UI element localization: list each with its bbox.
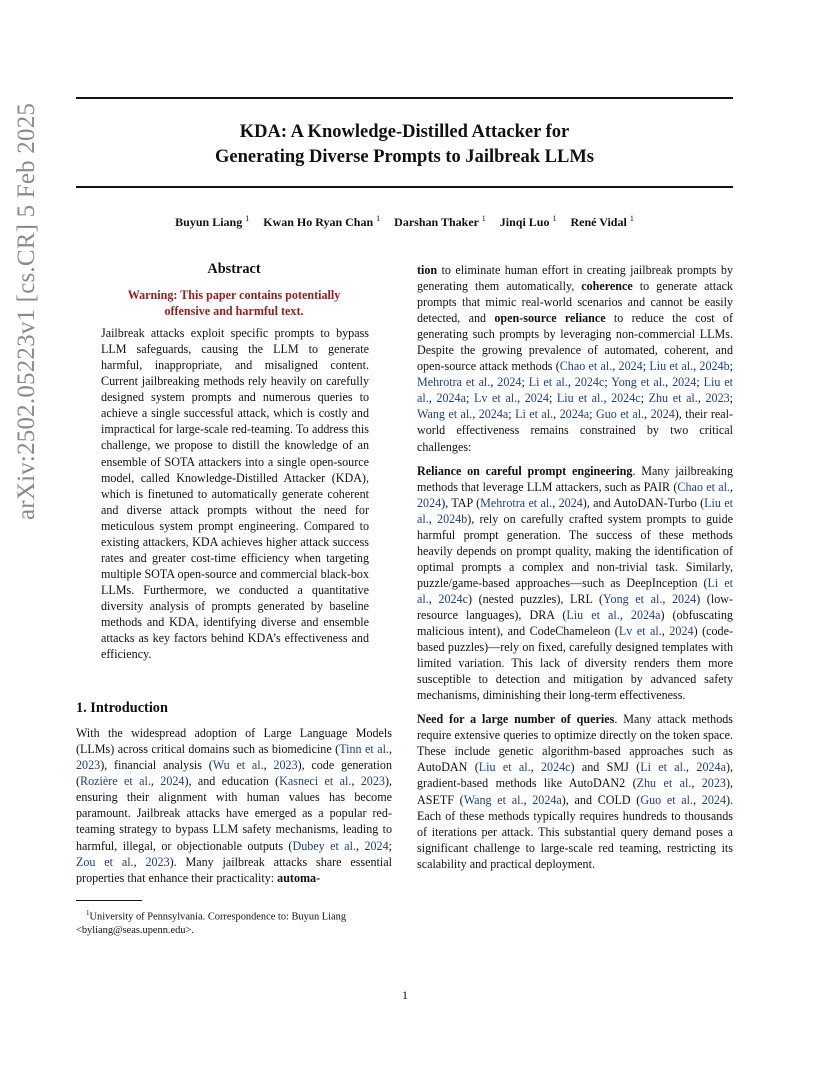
abstract-heading: Abstract: [207, 261, 261, 277]
citation-link[interactable]: Yong et al.: [603, 591, 663, 606]
author-affiliation-mark: 1: [245, 214, 250, 223]
title-line-1: KDA: A Knowledge-Distilled Attacker for: [239, 122, 570, 142]
citation-link[interactable]: 2024: [672, 591, 697, 606]
citation-link[interactable]: Liu et al.: [417, 375, 734, 406]
citation-link[interactable]: Wu et al.: [212, 758, 264, 773]
citation-link[interactable]: 2024a: [559, 407, 590, 422]
citation-link[interactable]: 2024c: [438, 591, 468, 606]
footnote-rule: [76, 900, 142, 901]
bold-term: automa-: [277, 870, 321, 885]
affiliation-footnote: [76, 906, 392, 938]
citation-link[interactable]: 2023: [701, 776, 726, 791]
title-line-2: Generating Diverse Prompts to Jailbreak LLMs: [214, 147, 595, 167]
bold-term: Reliance on careful prompt engineering: [417, 463, 633, 478]
citation-link[interactable]: Guo et al.: [595, 407, 645, 422]
citation-link[interactable]: 2023: [145, 854, 170, 869]
content-warning: [86, 287, 382, 319]
bold-term: tion: [417, 263, 438, 277]
warning-line-2: offensive and harmful text.: [164, 304, 304, 319]
footnote-mark: 1: [86, 908, 90, 917]
citation-link[interactable]: 2024a: [630, 607, 661, 622]
citation-link[interactable]: Liu et al.: [556, 391, 604, 406]
citation-link[interactable]: 2024a: [532, 792, 562, 807]
citation-link[interactable]: Li et al.: [515, 407, 554, 422]
author-list: [76, 214, 733, 230]
citation-link[interactable]: Wang et al.: [417, 407, 473, 422]
citation-link[interactable]: 2024: [672, 375, 697, 390]
citation-link[interactable]: Rozière et al.: [80, 774, 151, 789]
citation-link[interactable]: 2023: [273, 758, 298, 773]
citation-link[interactable]: 2024: [701, 792, 726, 807]
citation-link[interactable]: Tinn et al.: [339, 742, 389, 757]
author-name: Kwan Ho Ryan Chan $^1$: [263, 214, 381, 229]
citation-link[interactable]: 2024: [669, 624, 694, 639]
citation-link[interactable]: Chao et al.: [559, 359, 613, 374]
citation-link[interactable]: Li et al.: [417, 575, 733, 606]
citation-link[interactable]: Liu et al.: [566, 607, 620, 622]
citation-link[interactable]: 2023: [76, 758, 101, 773]
citation-link[interactable]: 2024: [417, 495, 442, 510]
author-name: Jinqi Luo $^1$: [499, 214, 557, 229]
citation-link[interactable]: Liu et al.: [478, 760, 531, 775]
citation-link[interactable]: Dubey et al.: [292, 838, 357, 853]
citation-link[interactable]: 2024: [497, 375, 522, 390]
citation-link[interactable]: Mehrotra et al.: [417, 375, 491, 390]
challenge-prompt-engineering-paragraph: Reliance on careful prompt engineering. Many jailbreaking methods that leverage LLM attackers, such as PAIR (Chao et al., 2024), TAP (Mehrotra et al., 2024), and AutoDAN-Turbo (Liu et al., 2024b), rely on carefully crafted system prompts to guide harmful prompt generation. The success of these methods heavily depends on prompt quality, making the identification of optimal prompts a complex and non-trivial task. Similarly, puzzle/game-based approaches—such as DeepInception (Li et al., 2024c) (nested puzzles), LRL (Yong et al., 2024) (low-resource languages), DRA (Liu et al., 2024a) (obfuscating malicious intent), and CodeChameleon (Lv et al., 2024) (code-based puzzles)—rely on fixed, carefully designed templates with limited variation. This lack of diversity renders them more susceptible to detection and mitigation by advanced safety mechanisms, diminishing their long-term effectiveness.: [417, 463, 734, 703]
citation-link[interactable]: Lv et al.: [473, 391, 518, 406]
section-heading-introduction: 1. Introduction: [76, 700, 168, 717]
citation-link[interactable]: 2023: [705, 391, 730, 406]
paper-title: [76, 120, 733, 170]
citation-link[interactable]: Lv et al.: [618, 624, 662, 639]
author-affiliation-mark: 1: [376, 214, 381, 223]
citation-link[interactable]: 2024: [160, 774, 185, 789]
citation-link[interactable]: Li et al.: [640, 760, 687, 775]
citation-link[interactable]: Guo et al.: [640, 792, 694, 807]
author-affiliation-mark: 1: [552, 214, 557, 223]
citation-link[interactable]: 2024a: [436, 391, 466, 406]
citation-link[interactable]: 2024: [618, 359, 643, 374]
footnote-email: <byliang@seas.upenn.edu>.: [76, 925, 194, 937]
abstract-body: Jailbreak attacks exploit specific prompts to bypass LLM safeguards, causing the LLM to generate harmful, inappropriate, and misaligned content. Current jailbreaking methods rely heavily on carefully designed system prompts and numerous queries to achieve a single successful attack, which is costly and impractical for large-scale red-teaming. To address this challenge, we propose to distill the knowledge of an ensemble of SOTA attackers into a single open-source model, called Knowledge-Distilled Attacker (KDA), which is finetuned to automatically generate coherent and diverse attack prompts without the need for meticulous system prompt engineering. Compared to existing attackers, KDA achieves higher attack success rates and greater cost-time efficiency when targeting multiple SOTA open-source and commercial black-box LLMs. Furthermore, we conducted a quantitative diversity analysis of prompts generated by baseline methods and KDA, identifying diverse and ensemble attacks as key factors behind KDA’s effectiveness and efficiency.: [101, 326, 369, 662]
bold-term: coherence: [581, 279, 633, 294]
intro-continuation-paragraph: tion to eliminate human effort in creating jailbreak prompts by generating them automatically, coherence to generate attack prompts that mimic real-world scenarios and cannot be easily detected, and open-source reliance to reduce the cost of generating such prompts by leveraging non-commercial LLMs. Despite the growing prevalence of automated, coherent, and open-source attack methods (Chao et al., 2024; Liu et al., 2024b; Mehrotra et al., 2024; Li et al., 2024c; Yong et al., 2024; Liu et al., 2024a; Lv et al., 2024; Liu et al., 2024c; Zhu et al., 2023; Wang et al., 2024a; Li et al., 2024a; Guo et al., 2024), their real-world effectiveness remains constrained by two critical challenges:: [417, 263, 734, 454]
left-column: [76, 258, 392, 938]
warning-line-1: Warning: This paper contains potentially: [127, 288, 341, 303]
citation-link[interactable]: Wang et al.: [463, 792, 524, 807]
citation-link[interactable]: Mehrotra et al.: [480, 495, 553, 510]
arxiv-sidebar-stamp: arXiv:2502.05223v1 [cs.CR] 5 Feb 2025: [13, 102, 40, 520]
citation-link[interactable]: Kasneci et al.: [279, 774, 352, 789]
right-column: [417, 262, 733, 872]
bold-term: Need for a large number of queries: [417, 712, 615, 727]
citation-link[interactable]: 2024b: [699, 359, 730, 374]
citation-link[interactable]: 2024: [364, 838, 389, 853]
citation-link[interactable]: Yong et al.: [611, 375, 666, 390]
intro-paragraph: With the widespread adoption of Large Language Models (LLMs) across critical domains such as biomedicine (Tinn et al., 2023), financial analysis (Wu et al., 2023), code generation (Rozière et al., 2024), and education (Kasneci et al., 2023), ensuring their alignment with human values has become paramount. Jailbreak attacks have emerged as a popular red-teaming strategy to bypass LLM safety mechanisms, leading to harmful, illegal, or objectionable outputs (Dubey et al., 2024; Zou et al., 2023). Many jailbreak attacks share essential properties that enhance their practicality: automa-: [76, 726, 393, 885]
title-top-rule: [76, 97, 733, 99]
citation-link[interactable]: 2024b: [437, 511, 468, 526]
citation-link[interactable]: 2024c: [574, 375, 605, 390]
citation-link[interactable]: 2024: [650, 407, 675, 422]
citation-link[interactable]: Liu et al.: [649, 359, 694, 374]
citation-link[interactable]: Liu et al.: [417, 495, 733, 526]
author-affiliation-mark: 1: [481, 214, 486, 223]
citation-link[interactable]: 2024c: [540, 760, 571, 775]
author-name: Buyun Liang $^1$: [175, 214, 250, 229]
page-number: 1: [402, 988, 408, 1002]
author-name: René Vidal $^1$: [570, 214, 634, 229]
citation-link[interactable]: 2024c: [611, 391, 641, 406]
citation-link[interactable]: Zou et al.: [76, 854, 134, 869]
citation-link[interactable]: Li et al.: [528, 375, 568, 390]
bold-term: open-source reliance: [494, 311, 606, 326]
footnote-line-1: University of Pennsylvania. Correspondence to: Buyun Liang: [89, 911, 347, 923]
author-affiliation-mark: 1: [629, 214, 634, 223]
citation-link[interactable]: Zhu et al.: [648, 391, 698, 406]
citation-link[interactable]: Chao et al.: [677, 479, 730, 494]
citation-link[interactable]: Zhu et al.: [636, 776, 692, 791]
author-name: Darshan Thaker $^1$: [394, 214, 486, 229]
citation-link[interactable]: 2024: [524, 391, 549, 406]
challenge-query-count-paragraph: Need for a large number of queries. Many attack methods require extensive queries to optimize directly on the token space. These include genetic algorithm-based approaches such as AutoDAN (Liu et al., 2024c) and SMJ (Li et al., 2024a), gradient-based methods like AutoDAN2 (Zhu et al., 2023), ASETF (Wang et al., 2024a), and COLD (Guo et al., 2024). Each of these methods typically requires hundreds to thousands of iterations per attack. This substantial query demand poses a significant challenge to large-scale red teaming, restricting its scalability and practical deployment.: [417, 712, 734, 871]
citation-link[interactable]: 2023: [360, 774, 385, 789]
title-bottom-rule: [76, 186, 733, 188]
citation-link[interactable]: 2024: [558, 495, 583, 510]
citation-link[interactable]: 2024a: [696, 760, 726, 775]
citation-link[interactable]: 2024a: [478, 407, 509, 422]
